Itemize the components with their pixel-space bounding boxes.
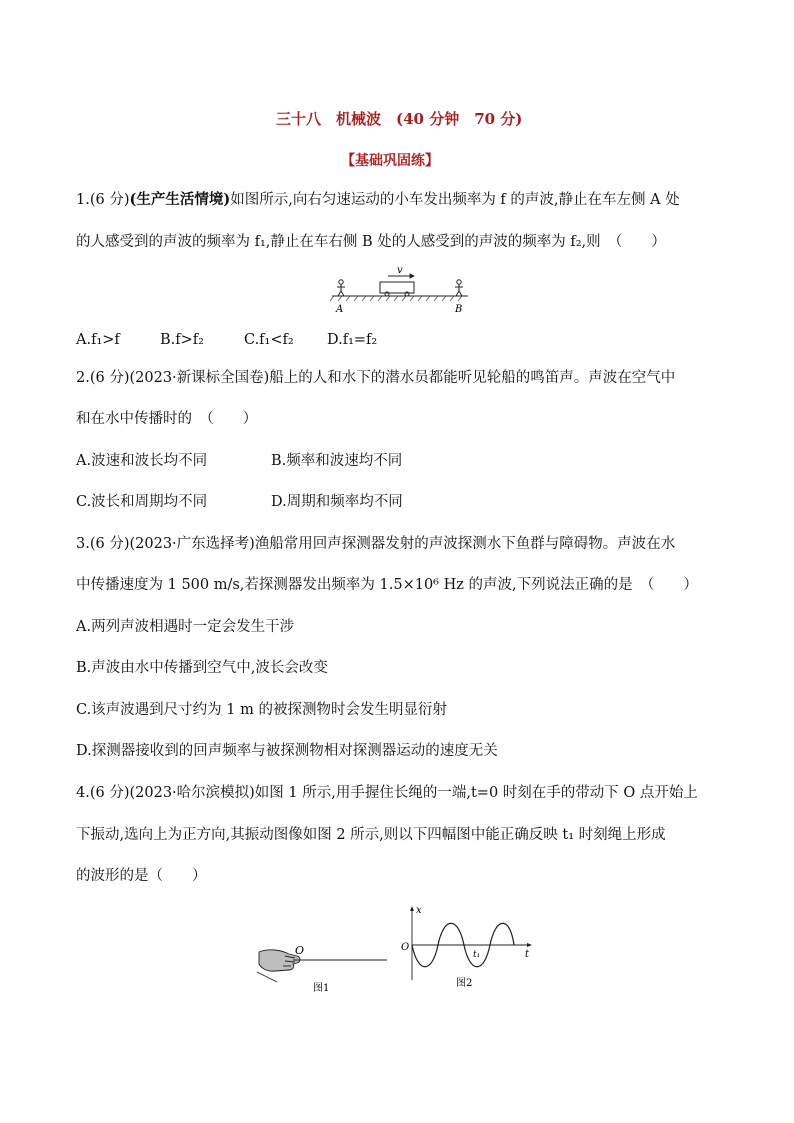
section-heading: 【基础巩固练】 bbox=[341, 153, 439, 169]
vibration-graph-figure bbox=[398, 902, 538, 992]
question-2-line-1: 2.(6 分)(2023·新课标全国卷)船上的人和水下的潜水员都能听见轮船的鸣笛声。声波在空气中 bbox=[76, 370, 676, 386]
car-icon bbox=[380, 282, 414, 296]
question-1-option-a: A.f₁>f bbox=[76, 332, 120, 348]
question-3-line-1: 3.(6 分)(2023·广东选择考)渔船常用回声探测器发射的声波探测水下鱼群与障碍物。声波在水 bbox=[76, 536, 676, 552]
question-2-line-2: 和在水中传播时的 （ ） bbox=[76, 411, 258, 427]
label-a: A bbox=[336, 304, 344, 315]
velocity-label: v bbox=[397, 265, 403, 276]
car-sound-figure bbox=[330, 266, 470, 316]
question-3-option-b: B.声波由水中传播到空气中,波长会改变 bbox=[76, 660, 328, 676]
question-1-line-2: 的人感受到的声波的频率为 f₁,静止在车右侧 B 处的人感受到的声波的频率为 f₂,则 （ ） bbox=[76, 234, 666, 250]
question-3-option-d: D.探测器接收到的回声频率与被探测物相对探测器运动的速度无关 bbox=[76, 743, 498, 759]
label-b: B bbox=[455, 304, 463, 315]
question-4-line-3: 的波形的是（ ） bbox=[76, 868, 207, 884]
page-title: 三十八 机械波 (40 分钟 70 分) bbox=[276, 110, 523, 128]
question-1-line-1 bbox=[76, 190, 680, 210]
figure-2-t1-label: t₁ bbox=[473, 950, 481, 960]
question-2-option-d: D.周期和频率均不同 bbox=[271, 494, 403, 510]
question-3-option-c: C.该声波遇到尺寸约为 1 m 的被探测物时会发生明显衍射 bbox=[76, 702, 447, 718]
question-2-option-c: C.波长和周期均不同 bbox=[76, 494, 208, 510]
question-1-tag: (生产生活情境) bbox=[129, 191, 231, 208]
figure-2-x-label: x bbox=[416, 905, 422, 916]
question-3-line-2: 中传播速度为 1 500 m/s,若探测器发出频率为 1.5×10⁶ Hz 的声波,下列说法正确的是 （ ） bbox=[76, 577, 698, 593]
person-b-icon bbox=[455, 280, 463, 296]
question-1-text-1: 如图所示,向右匀速运动的小车发出频率为 f 的声波,静止在车左侧 A 处 bbox=[230, 192, 680, 208]
person-a-icon bbox=[337, 280, 345, 296]
figure-1-origin-label: O bbox=[295, 944, 305, 957]
question-1-number: 1.(6 分) bbox=[76, 192, 130, 208]
hand-rope-figure bbox=[255, 942, 390, 1017]
question-4-line-2: 下振动,选向上为正方向,其振动图像如图 2 所示,则以下四幅图中能正确反映 t₁ 时刻绳上形成 bbox=[76, 827, 666, 843]
question-1-option-c: C.f₁<f₂ bbox=[244, 332, 294, 348]
question-2-option-a: A.波速和波长均不同 bbox=[76, 453, 208, 469]
question-1-option-d: D.f₁=f₂ bbox=[327, 332, 378, 348]
question-2-option-b: B.频率和波速均不同 bbox=[271, 453, 403, 469]
figure-2-t-label: t bbox=[525, 949, 530, 960]
figure-2-origin-label: O bbox=[401, 942, 410, 953]
figure-1-caption: 图1 bbox=[313, 983, 330, 994]
question-4-line-1: 4.(6 分)(2023·哈尔滨模拟)如图 1 所示,用手握住长绳的一端,t=0 时刻在手的带动下 O 点开始上 bbox=[76, 785, 698, 801]
question-3-option-a: A.两列声波相遇时一定会发生干涉 bbox=[76, 619, 295, 635]
figure-2-caption: 图2 bbox=[456, 978, 473, 989]
question-1-option-b: B.f>f₂ bbox=[160, 332, 204, 348]
